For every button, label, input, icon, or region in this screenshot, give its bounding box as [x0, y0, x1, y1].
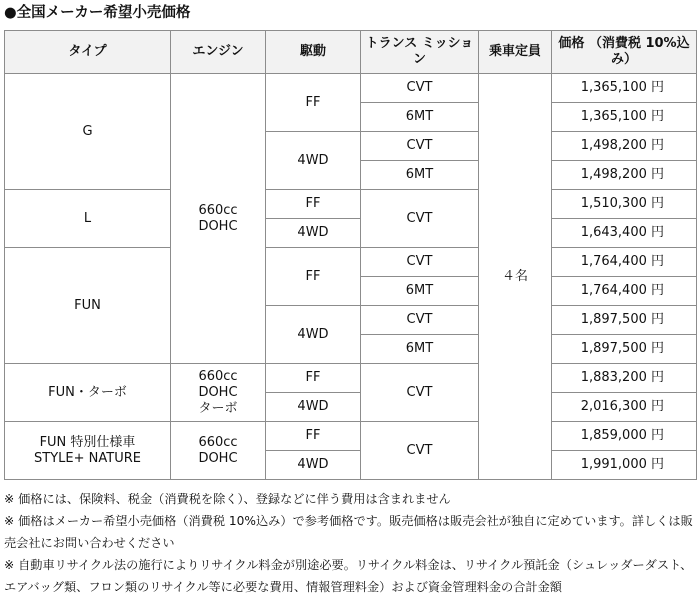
- header-price-line1: 価格: [558, 36, 585, 51]
- price-cell: 1,365,100 円: [552, 74, 697, 103]
- transmission-cell: CVT: [361, 74, 479, 103]
- header-drive: 駆動: [266, 31, 361, 74]
- capacity-cell: ４名: [479, 74, 552, 480]
- header-transmission-line1: トランス: [365, 36, 418, 51]
- price-cell: 1,510,300 円: [552, 190, 697, 219]
- drive-cell: FF: [266, 248, 361, 306]
- transmission-cell: 6MT: [361, 335, 479, 364]
- drive-cell: 4WD: [266, 393, 361, 422]
- engine-valvetrain: DOHC: [198, 218, 238, 234]
- engine-displacement: 660cc: [198, 202, 238, 218]
- transmission-cell: 6MT: [361, 161, 479, 190]
- engine-displacement: 660cc: [198, 434, 238, 450]
- drive-cell: 4WD: [266, 451, 361, 480]
- drive-cell: 4WD: [266, 132, 361, 190]
- type-cell-l: L: [5, 190, 171, 248]
- price-table: [4, 30, 697, 480]
- footnote-3: ※ 自動車リサイクル法の施行によりリサイクル料金が別途必要。リサイクル料金は、リサイクル預託金（シュレッダーダスト、エアバッグ類、フロン類のリサイクル等に必要な費用、情報管理料金）および資金管理料金の合計金額: [4, 558, 693, 594]
- footnote-2: ※ 価格はメーカー希望小売価格（消費税 10%込み）で参考価格です。販売価格は販売会社が独自に定めています。詳しくは販売会社にお問い合わせください: [4, 514, 693, 550]
- special-edition-line1: FUN 特別仕様車: [39, 434, 136, 450]
- price-cell: 1,643,400 円: [552, 219, 697, 248]
- transmission-cell: CVT: [361, 364, 479, 422]
- header-engine: エンジン: [171, 31, 266, 74]
- price-cell: 1,498,200 円: [552, 161, 697, 190]
- transmission-cell: CVT: [361, 248, 479, 277]
- header-row: [5, 31, 697, 74]
- header-capacity: 乗車定員: [479, 31, 552, 74]
- price-cell: 2,016,300 円: [552, 393, 697, 422]
- page-title: ●全国メーカー希望小売価格: [4, 5, 191, 21]
- header-transmission-line2: ミッション: [412, 36, 474, 67]
- price-cell: 1,365,100 円: [552, 103, 697, 132]
- footnotes: [4, 488, 698, 598]
- engine-turbo: ターボ: [198, 400, 238, 416]
- transmission-cell: CVT: [361, 190, 479, 248]
- engine-cell-660-dohc-special: [171, 422, 266, 480]
- table-row: [5, 248, 697, 277]
- header-price: [552, 31, 697, 74]
- drive-cell: FF: [266, 364, 361, 393]
- table-row: [5, 74, 697, 103]
- table-row: [5, 190, 697, 219]
- transmission-cell: CVT: [361, 306, 479, 335]
- drive-cell: FF: [266, 422, 361, 451]
- type-cell-fun-turbo: FUN・ターボ: [5, 364, 171, 422]
- type-cell-g: G: [5, 74, 171, 190]
- drive-cell: 4WD: [266, 306, 361, 364]
- transmission-cell: 6MT: [361, 277, 479, 306]
- header-type: タイプ: [5, 31, 171, 74]
- special-edition-line2: STYLE+ NATURE: [34, 450, 141, 466]
- engine-cell-660-dohc: [171, 74, 266, 364]
- type-cell-fun: FUN: [5, 248, 171, 364]
- footnote-1: ※ 価格には、保険料、税金（消費税を除く）、登録などに伴う費用は含まれません: [4, 492, 451, 506]
- price-cell: 1,991,000 円: [552, 451, 697, 480]
- drive-cell: FF: [266, 74, 361, 132]
- price-cell: 1,897,500 円: [552, 335, 697, 364]
- transmission-cell: CVT: [361, 422, 479, 480]
- type-cell-special: [5, 422, 171, 480]
- price-cell: 1,764,400 円: [552, 277, 697, 306]
- header-price-line2: （消費税 10%込み）: [588, 36, 690, 67]
- table-row: [5, 422, 697, 451]
- price-cell: 1,883,200 円: [552, 364, 697, 393]
- transmission-cell: CVT: [361, 132, 479, 161]
- transmission-cell: 6MT: [361, 103, 479, 132]
- price-cell: 1,859,000 円: [552, 422, 697, 451]
- drive-cell: FF: [266, 190, 361, 219]
- engine-displacement: 660cc: [198, 368, 238, 384]
- engine-valvetrain: DOHC: [198, 384, 238, 400]
- price-cell: 1,897,500 円: [552, 306, 697, 335]
- engine-cell-660-dohc-turbo: [171, 364, 266, 422]
- drive-cell: 4WD: [266, 219, 361, 248]
- price-cell: 1,498,200 円: [552, 132, 697, 161]
- table-row: [5, 364, 697, 393]
- engine-valvetrain: DOHC: [198, 450, 238, 466]
- header-transmission: [361, 31, 479, 74]
- price-cell: 1,764,400 円: [552, 248, 697, 277]
